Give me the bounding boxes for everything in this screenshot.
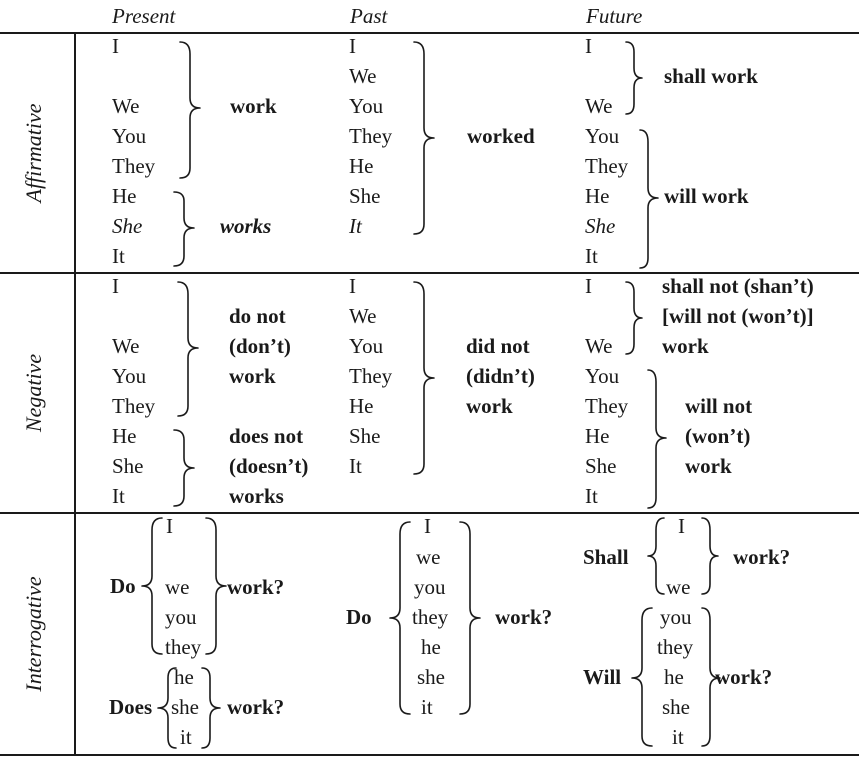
pronoun: You (585, 124, 620, 148)
pronoun: it (180, 725, 192, 749)
pronoun: You (349, 94, 384, 118)
right-brace (702, 608, 720, 746)
pronoun: they (165, 635, 202, 659)
pronoun: He (349, 154, 374, 178)
row-label-affirmative: Affirmative (21, 103, 46, 203)
row-label-interrogative: Interrogative (21, 576, 46, 692)
right-brace (640, 130, 658, 268)
verb-form: works (229, 484, 284, 508)
pronoun: they (412, 605, 449, 629)
pronoun: you (414, 575, 446, 599)
right-brace (702, 518, 718, 594)
right-brace (414, 42, 434, 234)
pronoun: She (585, 454, 617, 478)
left-brace (158, 668, 176, 748)
pronoun: you (660, 605, 692, 629)
verb-form: shall not (shan’t) (662, 274, 814, 298)
pronoun: you (165, 605, 197, 629)
pronoun: she (417, 665, 445, 689)
pronoun: He (112, 184, 137, 208)
verb-form: work? (715, 665, 773, 689)
pronoun: You (112, 364, 147, 388)
verb-form: works (220, 214, 272, 238)
right-brace (460, 522, 480, 714)
pronoun: I (112, 274, 119, 298)
right-brace (626, 42, 642, 114)
left-brace (390, 522, 410, 714)
left-brace (648, 518, 664, 594)
pronoun: We (349, 64, 377, 88)
verb-form: will work (664, 184, 749, 208)
pronoun: They (585, 154, 629, 178)
auxiliary-verb: Shall (583, 545, 629, 569)
auxiliary-verb: Will (583, 665, 622, 689)
right-brace (178, 282, 198, 416)
pronoun: I (678, 514, 685, 538)
pronoun: She (349, 424, 381, 448)
pronoun: You (112, 124, 147, 148)
pronoun: I (112, 34, 119, 58)
pronoun: I (585, 34, 592, 58)
verb-form: do not (229, 304, 286, 328)
pronoun: I (166, 514, 173, 538)
verb-form: work (685, 454, 732, 478)
verb-form: does not (229, 424, 304, 448)
pronoun: She (112, 214, 143, 238)
row-label-negative: Negative (21, 353, 46, 433)
verb-form: (doesn’t) (229, 454, 309, 478)
verb-form: shall work (664, 64, 758, 88)
auxiliary-verb: Do (110, 574, 136, 598)
pronoun: it (672, 725, 684, 749)
pronoun: it (421, 695, 433, 719)
right-brace (180, 42, 200, 178)
pronoun: He (349, 394, 374, 418)
verb-form: did not (466, 334, 530, 358)
verb-form: work? (733, 545, 791, 569)
pronoun: He (112, 424, 137, 448)
left-brace (142, 518, 162, 654)
right-brace (626, 282, 642, 354)
pronoun: We (585, 334, 613, 358)
pronoun: They (349, 124, 393, 148)
right-brace (202, 668, 220, 748)
verb-form: work (662, 334, 709, 358)
verb-form: work (466, 394, 513, 418)
right-brace (174, 430, 194, 506)
pronoun: He (585, 424, 610, 448)
verb-form: [will not (won’t)] (662, 304, 814, 328)
right-brace (648, 370, 666, 508)
auxiliary-verb: Do (346, 605, 372, 629)
verb-form: work? (227, 575, 285, 599)
pronoun: I (349, 274, 356, 298)
pronoun: we (666, 575, 691, 599)
pronoun: I (349, 34, 356, 58)
pronoun: we (165, 575, 190, 599)
pronoun: she (662, 695, 690, 719)
right-brace (414, 282, 434, 474)
pronoun: It (112, 244, 125, 268)
pronoun: I (585, 274, 592, 298)
verb-form: worked (467, 124, 535, 148)
pronoun: She (112, 454, 144, 478)
pronoun: We (585, 94, 613, 118)
verb-form: (won’t) (685, 424, 751, 448)
left-brace (632, 608, 652, 746)
pronoun: They (585, 394, 629, 418)
verb-form: work (230, 94, 277, 118)
pronoun: he (174, 665, 194, 689)
pronoun: It (349, 214, 362, 238)
right-brace (174, 192, 194, 266)
pronoun: they (657, 635, 694, 659)
pronoun: It (112, 484, 125, 508)
pronoun: I (424, 514, 431, 538)
pronoun: You (585, 364, 620, 388)
pronoun: It (585, 244, 598, 268)
header-past: Past (350, 4, 388, 28)
pronoun: She (585, 214, 616, 238)
pronoun: He (585, 184, 610, 208)
verb-form: work (229, 364, 276, 388)
pronoun: They (112, 154, 156, 178)
right-brace (206, 518, 226, 654)
pronoun: she (171, 695, 199, 719)
verb-form: (don’t) (229, 334, 291, 358)
header-present: Present (112, 4, 176, 28)
pronoun: You (349, 334, 384, 358)
pronoun: They (349, 364, 393, 388)
verb-form: work? (227, 695, 285, 719)
verb-form: will not (685, 394, 753, 418)
header-future: Future (586, 4, 643, 28)
pronoun: She (349, 184, 381, 208)
verb-form: (didn’t) (466, 364, 535, 388)
pronoun: he (421, 635, 441, 659)
pronoun: It (349, 454, 362, 478)
pronoun: We (112, 334, 140, 358)
pronoun: we (416, 545, 441, 569)
auxiliary-verb: Does (109, 695, 153, 719)
pronoun: We (349, 304, 377, 328)
pronoun: he (664, 665, 684, 689)
pronoun: They (112, 394, 156, 418)
verb-form: work? (495, 605, 553, 629)
pronoun: We (112, 94, 140, 118)
pronoun: It (585, 484, 598, 508)
